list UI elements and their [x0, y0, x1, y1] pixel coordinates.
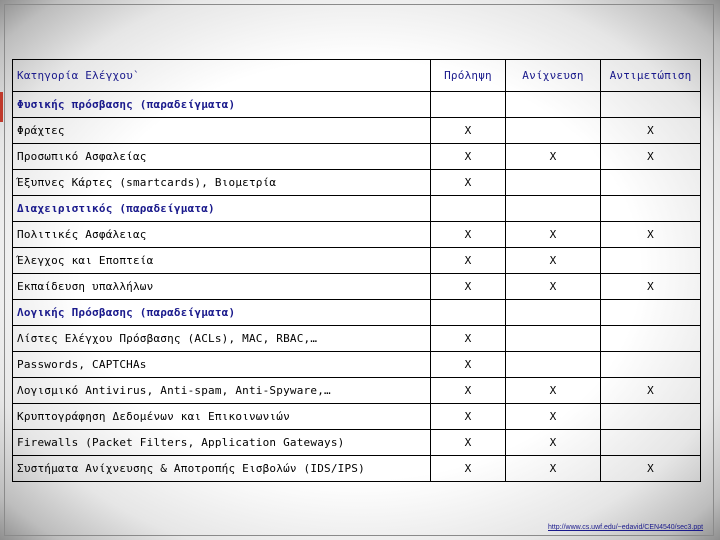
prevention-mark: X	[431, 430, 506, 456]
prevention-mark: X	[431, 326, 506, 352]
table-row	[13, 430, 701, 456]
table-row	[13, 118, 701, 144]
prevention-mark: X	[431, 274, 506, 300]
control-label: Κρυπτογράφηση Δεδομένων και Επικοινωνιών	[13, 404, 431, 430]
group-title: Διαχειριστικός (παραδείγματα)	[13, 196, 431, 222]
response-mark: X	[601, 144, 701, 170]
control-label: Λογισμικό Antivirus, Anti-spam, Anti-Spyware,…	[13, 378, 431, 404]
control-label: Λίστες Ελέγχου Πρόσβασης (ACLs), MAC, RBAC,…	[13, 326, 431, 352]
table-row	[13, 352, 701, 378]
table-row	[13, 170, 701, 196]
table-body	[13, 60, 701, 482]
detection-mark: X	[506, 144, 601, 170]
prevention-mark: X	[431, 352, 506, 378]
table-row	[13, 378, 701, 404]
detection-mark	[506, 118, 601, 144]
prevention-mark: X	[431, 456, 506, 482]
detection-mark	[506, 326, 601, 352]
control-label: Έξυπνες Κάρτες (smartcards), Βιομετρία	[13, 170, 431, 196]
header-detection: Ανίχνευση	[506, 60, 601, 92]
prevention-mark: X	[431, 222, 506, 248]
control-label: Firewalls (Packet Filters, Application Gateways)	[13, 430, 431, 456]
empty-cell	[601, 300, 701, 326]
control-label: Πολιτικές Ασφάλειας	[13, 222, 431, 248]
response-mark: X	[601, 118, 701, 144]
empty-cell	[431, 300, 506, 326]
response-mark: X	[601, 274, 701, 300]
empty-cell	[506, 196, 601, 222]
header-prevention: Πρόληψη	[431, 60, 506, 92]
response-mark	[601, 326, 701, 352]
detection-mark: X	[506, 378, 601, 404]
empty-cell	[506, 300, 601, 326]
control-label: Φράχτες	[13, 118, 431, 144]
empty-cell	[601, 196, 701, 222]
prevention-mark: X	[431, 170, 506, 196]
prevention-mark: X	[431, 404, 506, 430]
table-row	[13, 144, 701, 170]
security-controls-table	[12, 59, 701, 482]
table-row	[13, 326, 701, 352]
group-row	[13, 196, 701, 222]
response-mark	[601, 404, 701, 430]
empty-cell	[431, 196, 506, 222]
group-title: Λογικής Πρόσβασης (παραδείγματα)	[13, 300, 431, 326]
detection-mark: X	[506, 430, 601, 456]
response-mark: X	[601, 456, 701, 482]
detection-mark	[506, 170, 601, 196]
source-link[interactable]: http://www.cs.uwf.edu/~edavid/CEN4540/sec3.ppt	[548, 524, 704, 531]
control-label: Passwords, CAPTCHAs	[13, 352, 431, 378]
table-row	[13, 404, 701, 430]
detection-mark: X	[506, 404, 601, 430]
response-mark	[601, 352, 701, 378]
table-row	[13, 222, 701, 248]
prevention-mark: X	[431, 144, 506, 170]
response-mark: X	[601, 378, 701, 404]
response-mark	[601, 170, 701, 196]
detection-mark	[506, 352, 601, 378]
response-mark: X	[601, 222, 701, 248]
control-label: Προσωπικό Ασφαλείας	[13, 144, 431, 170]
header-response: Αντιμετώπιση	[601, 60, 701, 92]
prevention-mark: X	[431, 248, 506, 274]
control-label: Συστήματα Ανίχνευσης & Αποτροπής Εισβολών (IDS/IPS)	[13, 456, 431, 482]
response-mark	[601, 430, 701, 456]
empty-cell	[431, 92, 506, 118]
control-label: Έλεγχος και Εποπτεία	[13, 248, 431, 274]
table-row	[13, 456, 701, 482]
control-label: Εκπαίδευση υπαλλήλων	[13, 274, 431, 300]
response-mark	[601, 248, 701, 274]
table-row	[13, 248, 701, 274]
group-title: Φυσικής πρόσβασης (παραδείγματα)	[13, 92, 431, 118]
group-row	[13, 300, 701, 326]
header-row	[13, 60, 701, 92]
header-category: Κατηγορία Ελέγχου`	[13, 60, 431, 92]
empty-cell	[506, 92, 601, 118]
left-accent-mark	[0, 92, 3, 122]
detection-mark: X	[506, 274, 601, 300]
prevention-mark: X	[431, 118, 506, 144]
group-row	[13, 92, 701, 118]
table-row	[13, 274, 701, 300]
empty-cell	[601, 92, 701, 118]
detection-mark: X	[506, 248, 601, 274]
detection-mark: X	[506, 456, 601, 482]
prevention-mark: X	[431, 378, 506, 404]
detection-mark: X	[506, 222, 601, 248]
